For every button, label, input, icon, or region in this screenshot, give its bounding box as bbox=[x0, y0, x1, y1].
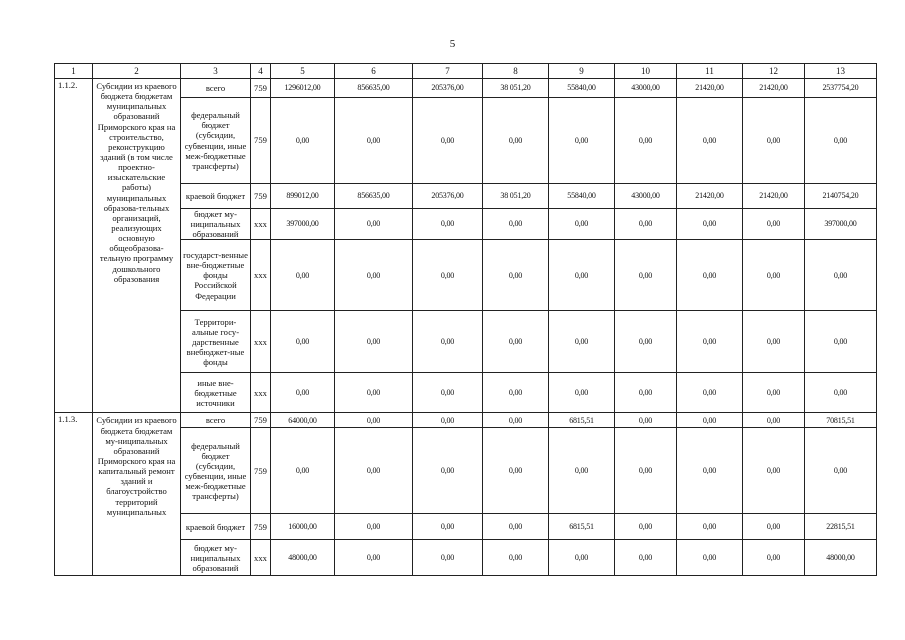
item-name: Субсидии из краевого бюджета бюджетам муниципальных образований Приморского края на строительство, реконструкцию зданий (в том числе проектно-изыскательские работы) муниципальных образова-тельных организаций, реализующих основную общеобразова-тельную программу дошкольного образования bbox=[93, 79, 181, 413]
funding-source: федеральный бюджет (субсидии, субвенции, иные меж-бюджетные трансферты) bbox=[181, 428, 251, 514]
amount-cell: 0,00 bbox=[335, 540, 413, 576]
amount-cell: 0,00 bbox=[743, 373, 805, 413]
header-cell: 6 bbox=[335, 64, 413, 79]
funding-source: иные вне-бюджетные источники bbox=[181, 373, 251, 413]
amount-cell: 0,00 bbox=[271, 240, 335, 311]
amount-cell: 0,00 bbox=[615, 373, 677, 413]
amount-cell: 397000,00 bbox=[805, 209, 877, 240]
amount-cell: 0,00 bbox=[413, 540, 483, 576]
amount-cell: 0,00 bbox=[743, 540, 805, 576]
header-cell: 10 bbox=[615, 64, 677, 79]
amount-cell: 0,00 bbox=[677, 209, 743, 240]
amount-cell: 0,00 bbox=[335, 413, 413, 428]
amount-cell: 205376,00 bbox=[413, 79, 483, 98]
amount-cell: 21420,00 bbox=[743, 79, 805, 98]
amount-cell: 0,00 bbox=[413, 98, 483, 184]
header-cell: 12 bbox=[743, 64, 805, 79]
item-name: Субсидии из краевого бюджета бюджетам му-ниципальных образований Приморского края на капитальный ремонт зданий и благоустройство территорий муниципальных bbox=[93, 413, 181, 576]
funding-source: бюджет му-ниципальных образований bbox=[181, 540, 251, 576]
amount-cell: 0,00 bbox=[549, 240, 615, 311]
amount-cell: 0,00 bbox=[413, 413, 483, 428]
amount-cell: 0,00 bbox=[271, 428, 335, 514]
budget-code: ххх bbox=[251, 540, 271, 576]
amount-cell: 205376,00 bbox=[413, 184, 483, 209]
amount-cell: 0,00 bbox=[413, 373, 483, 413]
funding-source: бюджет му-ниципальных образований bbox=[181, 209, 251, 240]
amount-cell: 0,00 bbox=[677, 413, 743, 428]
amount-cell: 0,00 bbox=[743, 428, 805, 514]
amount-cell: 0,00 bbox=[271, 311, 335, 373]
funding-source: государст-венные вне-бюджетные фонды Российской Федерации bbox=[181, 240, 251, 311]
amount-cell: 70815,51 bbox=[805, 413, 877, 428]
amount-cell: 0,00 bbox=[677, 428, 743, 514]
amount-cell: 2537754,20 bbox=[805, 79, 877, 98]
funding-source: краевой бюджет bbox=[181, 184, 251, 209]
amount-cell: 0,00 bbox=[549, 209, 615, 240]
amount-cell: 0,00 bbox=[677, 373, 743, 413]
amount-cell: 55840,00 bbox=[549, 184, 615, 209]
amount-cell: 43000,00 bbox=[615, 79, 677, 98]
amount-cell: 0,00 bbox=[549, 540, 615, 576]
amount-cell: 0,00 bbox=[805, 240, 877, 311]
amount-cell: 38 051,20 bbox=[483, 79, 549, 98]
amount-cell: 0,00 bbox=[805, 311, 877, 373]
funding-source: федеральный бюджет (субсидии, субвенции, иные меж-бюджетные трансферты) bbox=[181, 98, 251, 184]
amount-cell: 0,00 bbox=[335, 98, 413, 184]
amount-cell: 22815,51 bbox=[805, 514, 877, 540]
amount-cell: 0,00 bbox=[549, 98, 615, 184]
amount-cell: 0,00 bbox=[615, 240, 677, 311]
amount-cell: 0,00 bbox=[335, 311, 413, 373]
amount-cell: 0,00 bbox=[677, 98, 743, 184]
header-cell: 13 bbox=[805, 64, 877, 79]
amount-cell: 0,00 bbox=[743, 413, 805, 428]
amount-cell: 0,00 bbox=[743, 514, 805, 540]
amount-cell: 0,00 bbox=[335, 373, 413, 413]
amount-cell: 43000,00 bbox=[615, 184, 677, 209]
header-row bbox=[55, 64, 877, 79]
item-code: 1.1.3. bbox=[55, 413, 93, 576]
budget-code: 759 bbox=[251, 428, 271, 514]
amount-cell: 0,00 bbox=[615, 540, 677, 576]
header-cell: 7 bbox=[413, 64, 483, 79]
item-code: 1.1.2. bbox=[55, 79, 93, 413]
amount-cell: 0,00 bbox=[615, 98, 677, 184]
header-cell: 8 bbox=[483, 64, 549, 79]
budget-code: 759 bbox=[251, 413, 271, 428]
amount-cell: 0,00 bbox=[549, 311, 615, 373]
funding-source: Территори-альные госу-дарственные внебюджет-ные фонды bbox=[181, 311, 251, 373]
budget-code: ххх bbox=[251, 240, 271, 311]
amount-cell: 0,00 bbox=[335, 240, 413, 311]
amount-cell: 0,00 bbox=[483, 540, 549, 576]
header-cell: 9 bbox=[549, 64, 615, 79]
table-row bbox=[55, 413, 877, 428]
amount-cell: 0,00 bbox=[677, 540, 743, 576]
amount-cell: 21420,00 bbox=[677, 184, 743, 209]
table-row bbox=[55, 79, 877, 98]
amount-cell: 0,00 bbox=[483, 311, 549, 373]
amount-cell: 397000,00 bbox=[271, 209, 335, 240]
amount-cell: 0,00 bbox=[677, 240, 743, 311]
amount-cell: 55840,00 bbox=[549, 79, 615, 98]
amount-cell: 856635,00 bbox=[335, 79, 413, 98]
budget-code: ххх bbox=[251, 209, 271, 240]
amount-cell: 6815,51 bbox=[549, 514, 615, 540]
funding-source: всего bbox=[181, 413, 251, 428]
amount-cell: 48000,00 bbox=[271, 540, 335, 576]
amount-cell: 0,00 bbox=[271, 98, 335, 184]
amount-cell: 64000,00 bbox=[271, 413, 335, 428]
amount-cell: 0,00 bbox=[677, 311, 743, 373]
header-cell: 4 bbox=[251, 64, 271, 79]
amount-cell: 0,00 bbox=[483, 209, 549, 240]
amount-cell: 0,00 bbox=[335, 514, 413, 540]
amount-cell: 48000,00 bbox=[805, 540, 877, 576]
amount-cell: 0,00 bbox=[677, 514, 743, 540]
budget-code: 759 bbox=[251, 98, 271, 184]
amount-cell: 0,00 bbox=[805, 98, 877, 184]
amount-cell: 856635,00 bbox=[335, 184, 413, 209]
amount-cell: 0,00 bbox=[743, 311, 805, 373]
header-cell: 2 bbox=[93, 64, 181, 79]
amount-cell: 0,00 bbox=[549, 373, 615, 413]
amount-cell: 0,00 bbox=[413, 428, 483, 514]
amount-cell: 0,00 bbox=[413, 514, 483, 540]
amount-cell: 0,00 bbox=[413, 240, 483, 311]
amount-cell: 21420,00 bbox=[743, 184, 805, 209]
budget-code: 759 bbox=[251, 79, 271, 98]
amount-cell: 0,00 bbox=[483, 413, 549, 428]
amount-cell: 0,00 bbox=[413, 311, 483, 373]
amount-cell: 6815,51 bbox=[549, 413, 615, 428]
amount-cell: 0,00 bbox=[335, 209, 413, 240]
amount-cell: 0,00 bbox=[743, 240, 805, 311]
amount-cell: 0,00 bbox=[615, 209, 677, 240]
amount-cell: 0,00 bbox=[483, 98, 549, 184]
amount-cell: 1296012,00 bbox=[271, 79, 335, 98]
amount-cell: 0,00 bbox=[805, 373, 877, 413]
amount-cell: 21420,00 bbox=[677, 79, 743, 98]
amount-cell: 0,00 bbox=[615, 311, 677, 373]
funding-source: краевой бюджет bbox=[181, 514, 251, 540]
funding-source: всего bbox=[181, 79, 251, 98]
header-cell: 5 bbox=[271, 64, 335, 79]
amount-cell: 0,00 bbox=[483, 373, 549, 413]
amount-cell: 0,00 bbox=[615, 514, 677, 540]
amount-cell: 38 051,20 bbox=[483, 184, 549, 209]
header-cell: 11 bbox=[677, 64, 743, 79]
amount-cell: 0,00 bbox=[483, 514, 549, 540]
amount-cell: 2140754,20 bbox=[805, 184, 877, 209]
amount-cell: 0,00 bbox=[615, 428, 677, 514]
amount-cell: 0,00 bbox=[615, 413, 677, 428]
amount-cell: 0,00 bbox=[413, 209, 483, 240]
amount-cell: 0,00 bbox=[743, 98, 805, 184]
budget-code: ххх bbox=[251, 373, 271, 413]
amount-cell: 0,00 bbox=[549, 428, 615, 514]
amount-cell: 0,00 bbox=[271, 373, 335, 413]
budget-code: ххх bbox=[251, 311, 271, 373]
budget-code: 759 bbox=[251, 184, 271, 209]
amount-cell: 0,00 bbox=[483, 240, 549, 311]
amount-cell: 899012,00 bbox=[271, 184, 335, 209]
page-number: 5 bbox=[449, 38, 456, 50]
amount-cell: 16000,00 bbox=[271, 514, 335, 540]
header-cell: 3 bbox=[181, 64, 251, 79]
budget-code: 759 bbox=[251, 514, 271, 540]
amount-cell: 0,00 bbox=[743, 209, 805, 240]
amount-cell: 0,00 bbox=[483, 428, 549, 514]
amount-cell: 0,00 bbox=[335, 428, 413, 514]
amount-cell: 0,00 bbox=[805, 428, 877, 514]
table-body bbox=[55, 64, 877, 576]
budget-table bbox=[54, 63, 877, 576]
header-cell: 1 bbox=[55, 64, 93, 79]
